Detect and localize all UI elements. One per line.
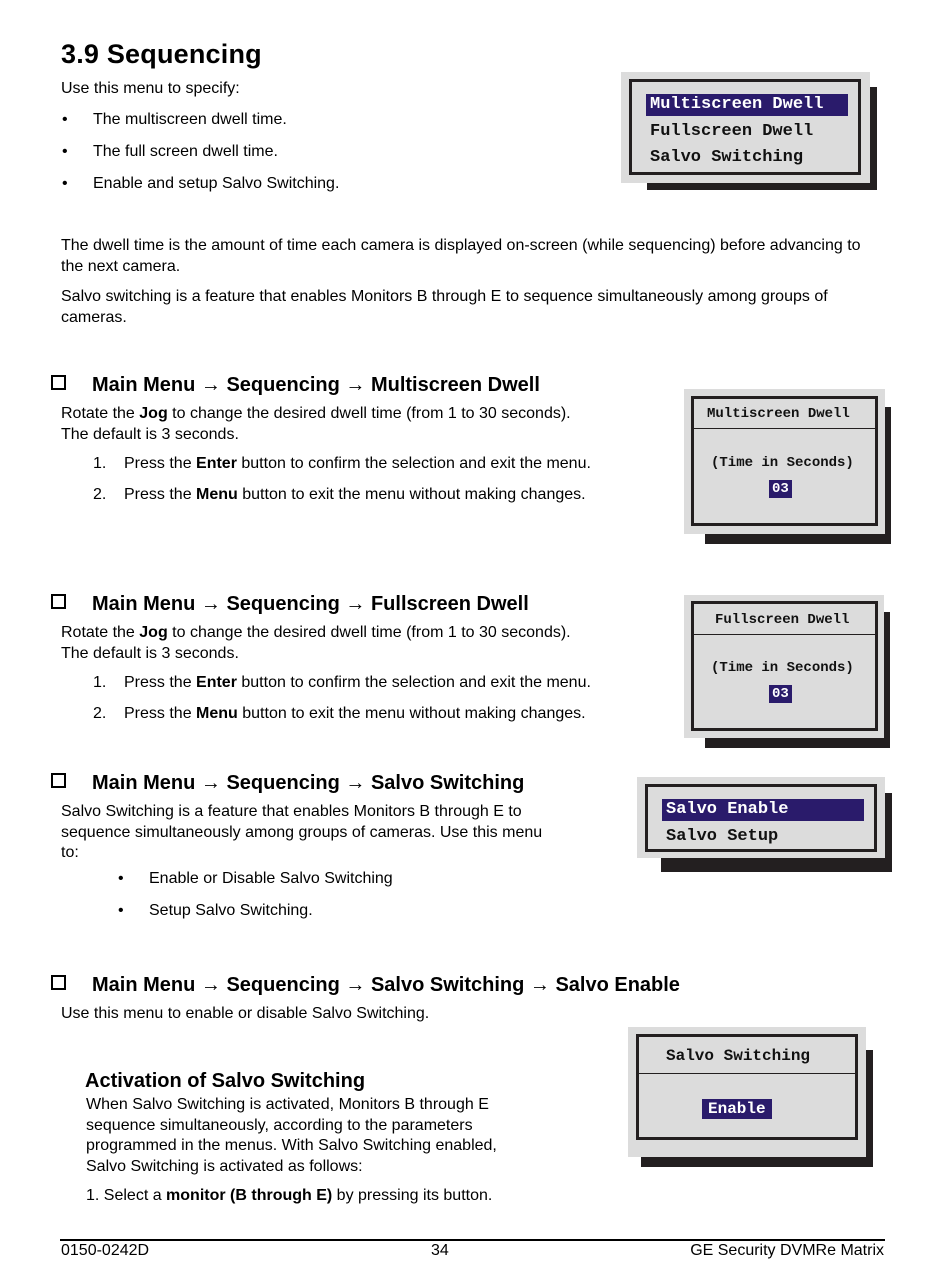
list-item-text: Enable and setup Salvo Switching. [93, 175, 340, 192]
menu-item-fullscreen-dwell[interactable]: Fullscreen Dwell [650, 122, 814, 141]
arrow-icon: → [345, 593, 366, 615]
menu-item-salvo-enable[interactable]: Salvo Enable [662, 799, 864, 821]
text: Rotate the [61, 405, 140, 422]
bullet-icon: • [62, 175, 68, 192]
checkbox-icon [51, 594, 66, 609]
text: programmed in the menus. With Salvo Switching enabled, [86, 1137, 497, 1154]
jog-term: Jog [139, 624, 168, 641]
text: button to confirm the selection and exit the menu. [236, 674, 591, 691]
heading-multiscreen-dwell [51, 374, 540, 397]
text: to change the desired dwell time (from 1 to 30 seconds). [167, 624, 571, 641]
text: button to exit the menu without making changes. [237, 486, 586, 503]
bullet-icon: • [118, 870, 124, 887]
activation-step-1 [86, 1186, 492, 1207]
text: The default is 3 seconds. [61, 425, 239, 443]
path-salvo-enable: Salvo Enable [555, 974, 680, 996]
intro-text: Use this menu to specify: [61, 80, 240, 97]
paragraph-salvo: Salvo switching is a feature that enables Monitors B through E to sequence simultaneously among groups of cameras. [61, 288, 828, 326]
text: button to confirm the selection and exit the menu. [236, 455, 591, 472]
path-salvo-switching: Salvo Switching [370, 772, 525, 794]
text: to: [61, 844, 79, 861]
footer-page-number: 34 [431, 1242, 449, 1259]
bullet-icon: • [118, 902, 124, 919]
step-text [124, 674, 591, 692]
path-sequencing: Sequencing [226, 593, 340, 615]
path-main-menu: Main Menu [92, 974, 196, 996]
step-number: 2. [93, 705, 107, 722]
checkbox-icon [51, 773, 66, 788]
step-text [124, 486, 586, 504]
heading-salvo-enable [51, 974, 680, 997]
arrow-icon: → [200, 374, 221, 396]
enter-term: Enter [196, 674, 237, 691]
footer-doc-number: 0150-0242D [61, 1242, 150, 1259]
list-item-text: The full screen dwell time. [93, 143, 278, 160]
bullet-icon: • [62, 143, 68, 160]
arrow-icon: → [345, 974, 366, 996]
osd-title: Fullscreen Dwell [715, 612, 850, 628]
dwell-value[interactable]: 03 [769, 480, 792, 498]
dwell-value[interactable]: 03 [769, 685, 792, 703]
path-sequencing: Sequencing [226, 374, 340, 396]
step-number: 1. [93, 455, 107, 472]
activation-heading: Activation of Salvo Switching [85, 1070, 366, 1092]
path-main-menu: Main Menu [92, 593, 196, 615]
footer-divider [60, 1239, 885, 1241]
arrow-icon: → [200, 593, 221, 615]
osd-title: Salvo Switching [666, 1047, 811, 1065]
bullet-icon: • [62, 111, 68, 128]
osd-divider [694, 634, 875, 635]
activation-description [86, 1095, 497, 1177]
osd-title: Multiscreen Dwell [707, 406, 850, 422]
arrow-icon: → [345, 374, 366, 396]
text: Press the [124, 455, 197, 472]
list-item-text: The multiscreen dwell time. [93, 111, 287, 128]
osd-subtitle: (Time in Seconds) [711, 660, 854, 676]
arrow-icon: → [345, 772, 366, 794]
salvo-enable-description: Use this menu to enable or disable Salvo Switching. [61, 1005, 430, 1022]
text: Rotate the [61, 624, 140, 641]
menu-item-salvo-setup[interactable]: Salvo Setup [666, 827, 779, 846]
path-fullscreen-dwell: Fullscreen Dwell [370, 593, 529, 615]
list-item-text: Setup Salvo Switching. [149, 902, 313, 919]
heading-salvo-switching [51, 772, 524, 795]
path-main-menu: Main Menu [92, 772, 196, 794]
list-item-text: Enable or Disable Salvo Switching [149, 870, 393, 887]
osd-subtitle: (Time in Seconds) [711, 455, 854, 471]
fullscreen-description [61, 623, 571, 664]
path-multiscreen-dwell: Multiscreen Dwell [370, 374, 540, 396]
text: Press the [124, 705, 197, 722]
arrow-icon: → [529, 974, 550, 996]
text: to change the desired dwell time (from 1 to 30 seconds). [167, 405, 571, 422]
step-text [124, 705, 586, 723]
step-number: 1. [93, 674, 107, 691]
salvo-enable-value[interactable]: Enable [702, 1099, 772, 1119]
step-number: 2. [93, 486, 107, 503]
jog-term: Jog [139, 405, 168, 422]
text: Press the [124, 486, 197, 503]
arrow-icon: → [200, 772, 221, 794]
step-text [124, 455, 591, 473]
arrow-icon: → [200, 974, 221, 996]
menu-item-multiscreen-dwell[interactable]: Multiscreen Dwell [646, 94, 848, 116]
text: Salvo Switching is a feature that enables Monitors B through E to [61, 803, 522, 820]
monitor-term: monitor (B through E) [166, 1187, 333, 1204]
text: 1. Select a [86, 1187, 167, 1204]
text: button to exit the menu without making changes. [237, 705, 586, 722]
multiscreen-description [61, 404, 571, 445]
path-sequencing: Sequencing [226, 772, 340, 794]
section-title: 3.9 Sequencing [61, 39, 262, 69]
paragraph-dwell: The dwell time is the amount of time each camera is displayed on-screen (while sequencing) before advancing to the next camera. [61, 237, 861, 275]
text: sequence simultaneously, according to the parameters [86, 1116, 473, 1134]
menu-term: Menu [196, 486, 238, 503]
salvo-description [61, 802, 542, 864]
enter-term: Enter [196, 455, 237, 472]
osd-divider [639, 1073, 855, 1074]
text: by pressing its button. [332, 1187, 493, 1204]
checkbox-icon [51, 975, 66, 990]
menu-term: Menu [196, 705, 238, 722]
path-salvo-switching: Salvo Switching [370, 974, 525, 996]
text: When Salvo Switching is activated, Monitors B through E [86, 1096, 489, 1113]
checkbox-icon [51, 375, 66, 390]
text: Press the [124, 674, 197, 691]
osd-divider [694, 428, 875, 429]
path-main-menu: Main Menu [92, 374, 196, 396]
menu-item-salvo-switching[interactable]: Salvo Switching [650, 148, 804, 167]
heading-fullscreen-dwell [51, 593, 529, 616]
text: sequence simultaneously among groups of cameras. Use this menu [61, 823, 543, 841]
path-sequencing: Sequencing [226, 974, 340, 996]
text: The default is 3 seconds. [61, 644, 239, 662]
footer-product: GE Security DVMRe Matrix [690, 1242, 884, 1259]
text: Salvo Switching is activated as follows: [86, 1157, 363, 1175]
